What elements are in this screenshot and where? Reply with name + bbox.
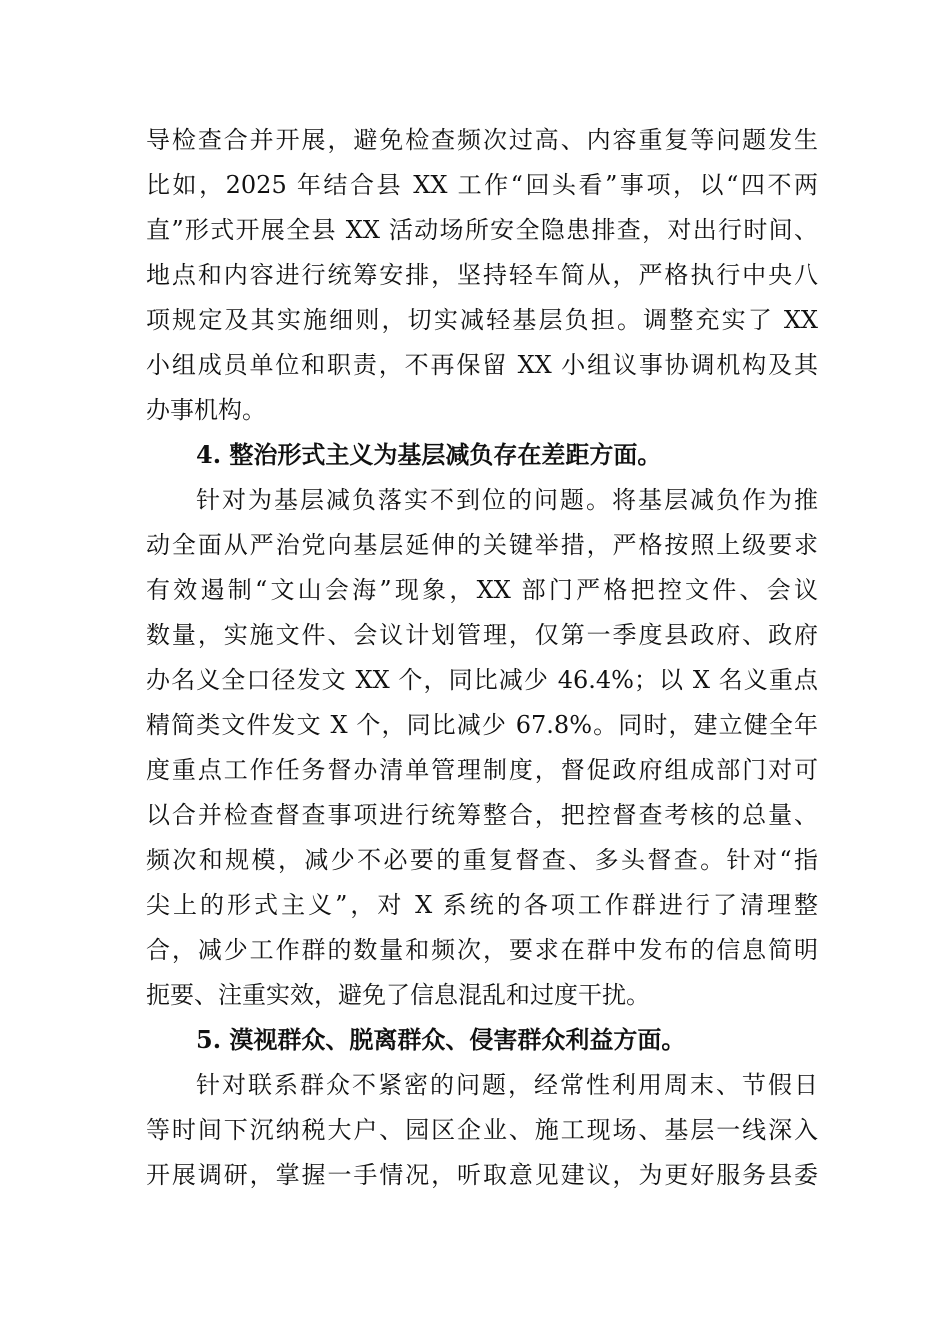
body-text-line: 度重点工作任务督办清单管理制度，督促政府组成部门对可 bbox=[146, 756, 818, 784]
body-text-line: 直”形式开展全县 XX 活动场所安全隐患排查，对出行时间、 bbox=[146, 216, 818, 244]
body-text-line: 精简类文件发文 X 个，同比减少 67.8%。同时，建立健全年 bbox=[146, 711, 818, 739]
body-text-line: 合，减少工作群的数量和频次，要求在群中发布的信息简明 bbox=[146, 936, 818, 964]
body-text-line: 有效遏制“文山会海”现象，XX 部门严格把控文件、会议 bbox=[146, 576, 818, 604]
body-text-line: 等时间下沉纳税大户、园区企业、施工现场、基层一线深入 bbox=[146, 1116, 818, 1144]
section-heading-5: 5. 漠视群众、脱离群众、侵害群众利益方面。 bbox=[196, 1025, 686, 1054]
section-heading-4: 4. 整治形式主义为基层减负存在差距方面。 bbox=[196, 440, 662, 469]
body-text-line: 以合并检查督查事项进行统筹整合，把控督查考核的总量、 bbox=[146, 801, 818, 829]
body-text-line: 办名义全口径发文 XX 个，同比减少 46.4%；以 X 名义重点 bbox=[146, 666, 818, 694]
body-text-line: 尖上的形式主义”，对 X 系统的各项工作群进行了清理整 bbox=[146, 891, 818, 919]
paragraph-first-line: 针对联系群众不紧密的问题，经常性利用周末、节假日 bbox=[196, 1071, 818, 1099]
paragraph-first-line: 针对为基层减负落实不到位的问题。将基层减负作为推 bbox=[196, 486, 818, 514]
body-text-line: 数量，实施文件、会议计划管理，仅第一季度县政府、政府 bbox=[146, 621, 818, 649]
body-text-line: 开展调研，掌握一手情况，听取意见建议，为更好服务县委 bbox=[146, 1161, 818, 1189]
body-text-line: 动全面从严治党向基层延伸的关键举措，严格按照上级要求 bbox=[146, 531, 818, 559]
body-text-line: 小组成员单位和职责，不再保留 XX 小组议事协调机构及其 bbox=[146, 351, 818, 379]
body-text-line: 导检查合并开展，避免检查频次过高、内容重复等问题发生 bbox=[146, 126, 818, 154]
body-text-line: 地点和内容进行统筹安排，坚持轻车简从，严格执行中央八 bbox=[146, 261, 818, 289]
body-text-line: 频次和规模，减少不必要的重复督查、多头督查。针对“指 bbox=[146, 846, 818, 874]
body-text-line: 办事机构。 bbox=[146, 396, 266, 424]
body-text-line: 扼要、注重实效，避免了信息混乱和过度干扰。 bbox=[146, 981, 650, 1009]
body-text-line: 比如，2025 年结合县 XX 工作“回头看”事项，以“四不两 bbox=[146, 171, 818, 199]
body-text-line: 项规定及其实施细则，切实减轻基层负担。调整充实了 XX bbox=[146, 306, 818, 334]
